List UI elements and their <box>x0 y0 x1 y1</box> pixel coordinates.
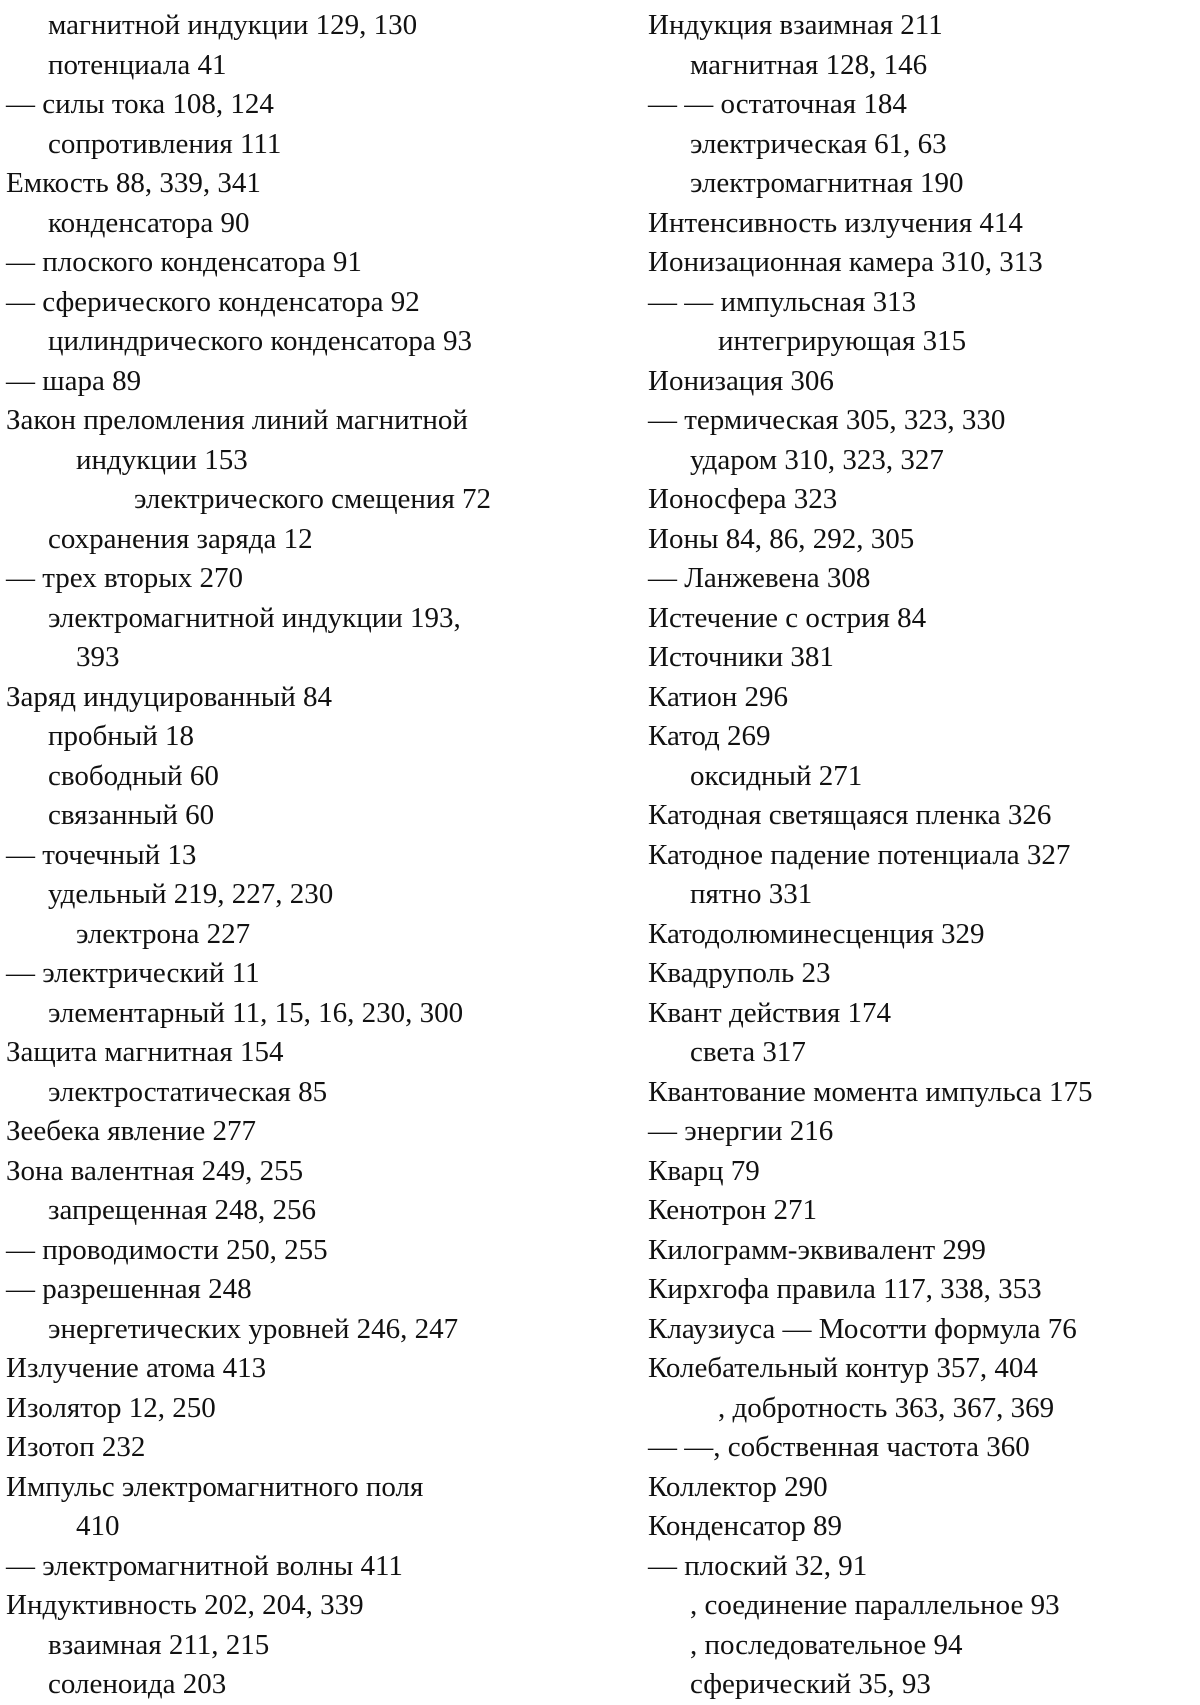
index-entry: Ионосфера 323 <box>648 483 838 515</box>
index-entry: ударом 310, 323, 327 <box>690 443 944 476</box>
index-entry: оксидный 271 <box>690 759 863 792</box>
index-entry: Заряд индуцированный 84 <box>6 680 333 713</box>
index-entry: , соединение параллельное 93 <box>690 1589 1060 1621</box>
index-entry: — силы тока 108, 124 <box>6 88 274 120</box>
index-entry: Ионизационная камера 310, 313 <box>648 246 1043 278</box>
index-entry: магнитной индукции 129, 130 <box>48 9 418 41</box>
index-entry: — — остаточная 184 <box>648 88 907 120</box>
index-entry: Ионизация 306 <box>648 364 834 397</box>
index-entry: магнитная 128, 146 <box>690 48 928 81</box>
index-entry: электрического смещения 72 <box>134 483 492 515</box>
index-entry: — сферического конденсатора 92 <box>6 285 420 318</box>
index-entry: Коллектор 290 <box>648 1470 828 1503</box>
index-entry: пятно 331 <box>690 878 813 910</box>
index-entry: цилиндрического конденсатора 93 <box>48 325 472 357</box>
index-entry: конденсатора 90 <box>48 206 250 239</box>
index-entry: Индуктивность 202, 204, 339 <box>6 1589 364 1621</box>
index-entry: Квантование момента импульса 175 <box>648 1075 1093 1108</box>
index-entry: Колебательный контур 357, 404 <box>648 1352 1038 1384</box>
index-entry: потенциала 41 <box>48 48 227 81</box>
index-entry: — энергии 216 <box>648 1115 834 1147</box>
index-entry: электростатическая 85 <box>48 1075 328 1108</box>
index-entry: Катодолюминесценция 329 <box>648 917 985 950</box>
index-entry: 393 <box>76 641 120 673</box>
index-entry: Зеебека явление 277 <box>6 1115 256 1147</box>
index-entry: Килограмм-эквивалент 299 <box>648 1233 986 1266</box>
index-entry: сохранения заряда 12 <box>48 522 313 555</box>
index-entry: пробный 18 <box>48 720 195 752</box>
index-entry: Катод 269 <box>648 720 771 752</box>
index-entry: Кварц 79 <box>648 1154 760 1187</box>
index-entry: электрическая 61, 63 <box>690 127 947 160</box>
index-entry: — —, собственная частота 360 <box>648 1431 1030 1463</box>
index-entry: индукции 153 <box>76 443 248 476</box>
index-entry: Индукция взаимная 211 <box>648 9 943 41</box>
index-entry: — проводимости 250, 255 <box>6 1233 328 1266</box>
index-entry: Катион 296 <box>648 680 789 713</box>
index-entry: — Ланжевена 308 <box>648 562 871 594</box>
index-entry: , добротность 363, 367, 369 <box>718 1391 1055 1424</box>
index-entry: Изотоп 232 <box>6 1431 146 1463</box>
index-entry: — плоского конденсатора 91 <box>6 246 362 278</box>
index-entry: — термическая 305, 323, 330 <box>648 404 1006 436</box>
index-entry: Кирхгофа правила 117, 338, 353 <box>648 1273 1042 1305</box>
index-entry: сопротивления 111 <box>48 127 282 160</box>
index-entry: интегрирующая 315 <box>718 325 967 357</box>
index-column-left <box>6 6 566 1705</box>
index-entry: Конденсатор 89 <box>648 1510 842 1542</box>
index-entry: Ионы 84, 86, 292, 305 <box>648 522 915 555</box>
index-column-right <box>648 6 1200 1705</box>
index-entry: Емкость 88, 339, 341 <box>6 167 261 199</box>
index-entry: Излучение атома 413 <box>6 1352 267 1384</box>
index-entry: элементарный 11, 15, 16, 230, 300 <box>48 996 464 1029</box>
index-entry: света 317 <box>690 1036 806 1068</box>
index-entry: Закон преломления линий магнитной <box>6 404 468 436</box>
index-entry: Квант действия 174 <box>648 996 891 1029</box>
index-entry: — шара 89 <box>6 364 142 397</box>
index-entry: Защита магнитная 154 <box>6 1036 284 1068</box>
index-entry: сферический 35, 93 <box>690 1668 931 1700</box>
index-entry: Клаузиуса — Мосотти формула 76 <box>648 1312 1077 1345</box>
index-entry: — электромагнитной волны 411 <box>6 1549 403 1582</box>
index-entry: — разрешенная 248 <box>6 1273 252 1305</box>
index-entry: , последовательное 94 <box>690 1628 963 1661</box>
index-entry: Квадруполь 23 <box>648 957 831 989</box>
index-entry: Истечение с острия 84 <box>648 601 927 634</box>
index-entry: Импульс электромагнитного поля <box>6 1470 424 1503</box>
index-entry: — трех вторых 270 <box>6 562 244 594</box>
index-entry: соленоида 203 <box>48 1668 227 1700</box>
index-entry: электромагнитной индукции 193, <box>48 601 461 634</box>
index-entry: Источники 381 <box>648 641 834 673</box>
index-entry: 410 <box>76 1510 120 1542</box>
index-entry: — электрический 11 <box>6 957 260 989</box>
index-entry: — точечный 13 <box>6 838 197 871</box>
index-entry: Кенотрон 271 <box>648 1194 818 1226</box>
index-entry: электромагнитная 190 <box>690 167 964 199</box>
index-entry: Катодное падение потенциала 327 <box>648 838 1071 871</box>
index-entry: связанный 60 <box>48 799 215 831</box>
index-entry: запрещенная 248, 256 <box>48 1194 317 1226</box>
index-entry: энергетических уровней 246, 247 <box>48 1312 459 1345</box>
index-entry: — плоский 32, 91 <box>648 1549 868 1582</box>
index-entry: электрона 227 <box>76 917 251 950</box>
index-entry: Изолятор 12, 250 <box>6 1391 216 1424</box>
index-entry: Катодная светящаяся пленка 326 <box>648 799 1052 831</box>
index-entry: Зона валентная 249, 255 <box>6 1154 304 1187</box>
index-entry: свободный 60 <box>48 759 219 792</box>
index-entry: взаимная 211, 215 <box>48 1628 270 1661</box>
index-entry: удельный 219, 227, 230 <box>48 878 334 910</box>
index-entry: Интенсивность излучения 414 <box>648 206 1023 239</box>
index-entry: — — импульсная 313 <box>648 285 917 318</box>
